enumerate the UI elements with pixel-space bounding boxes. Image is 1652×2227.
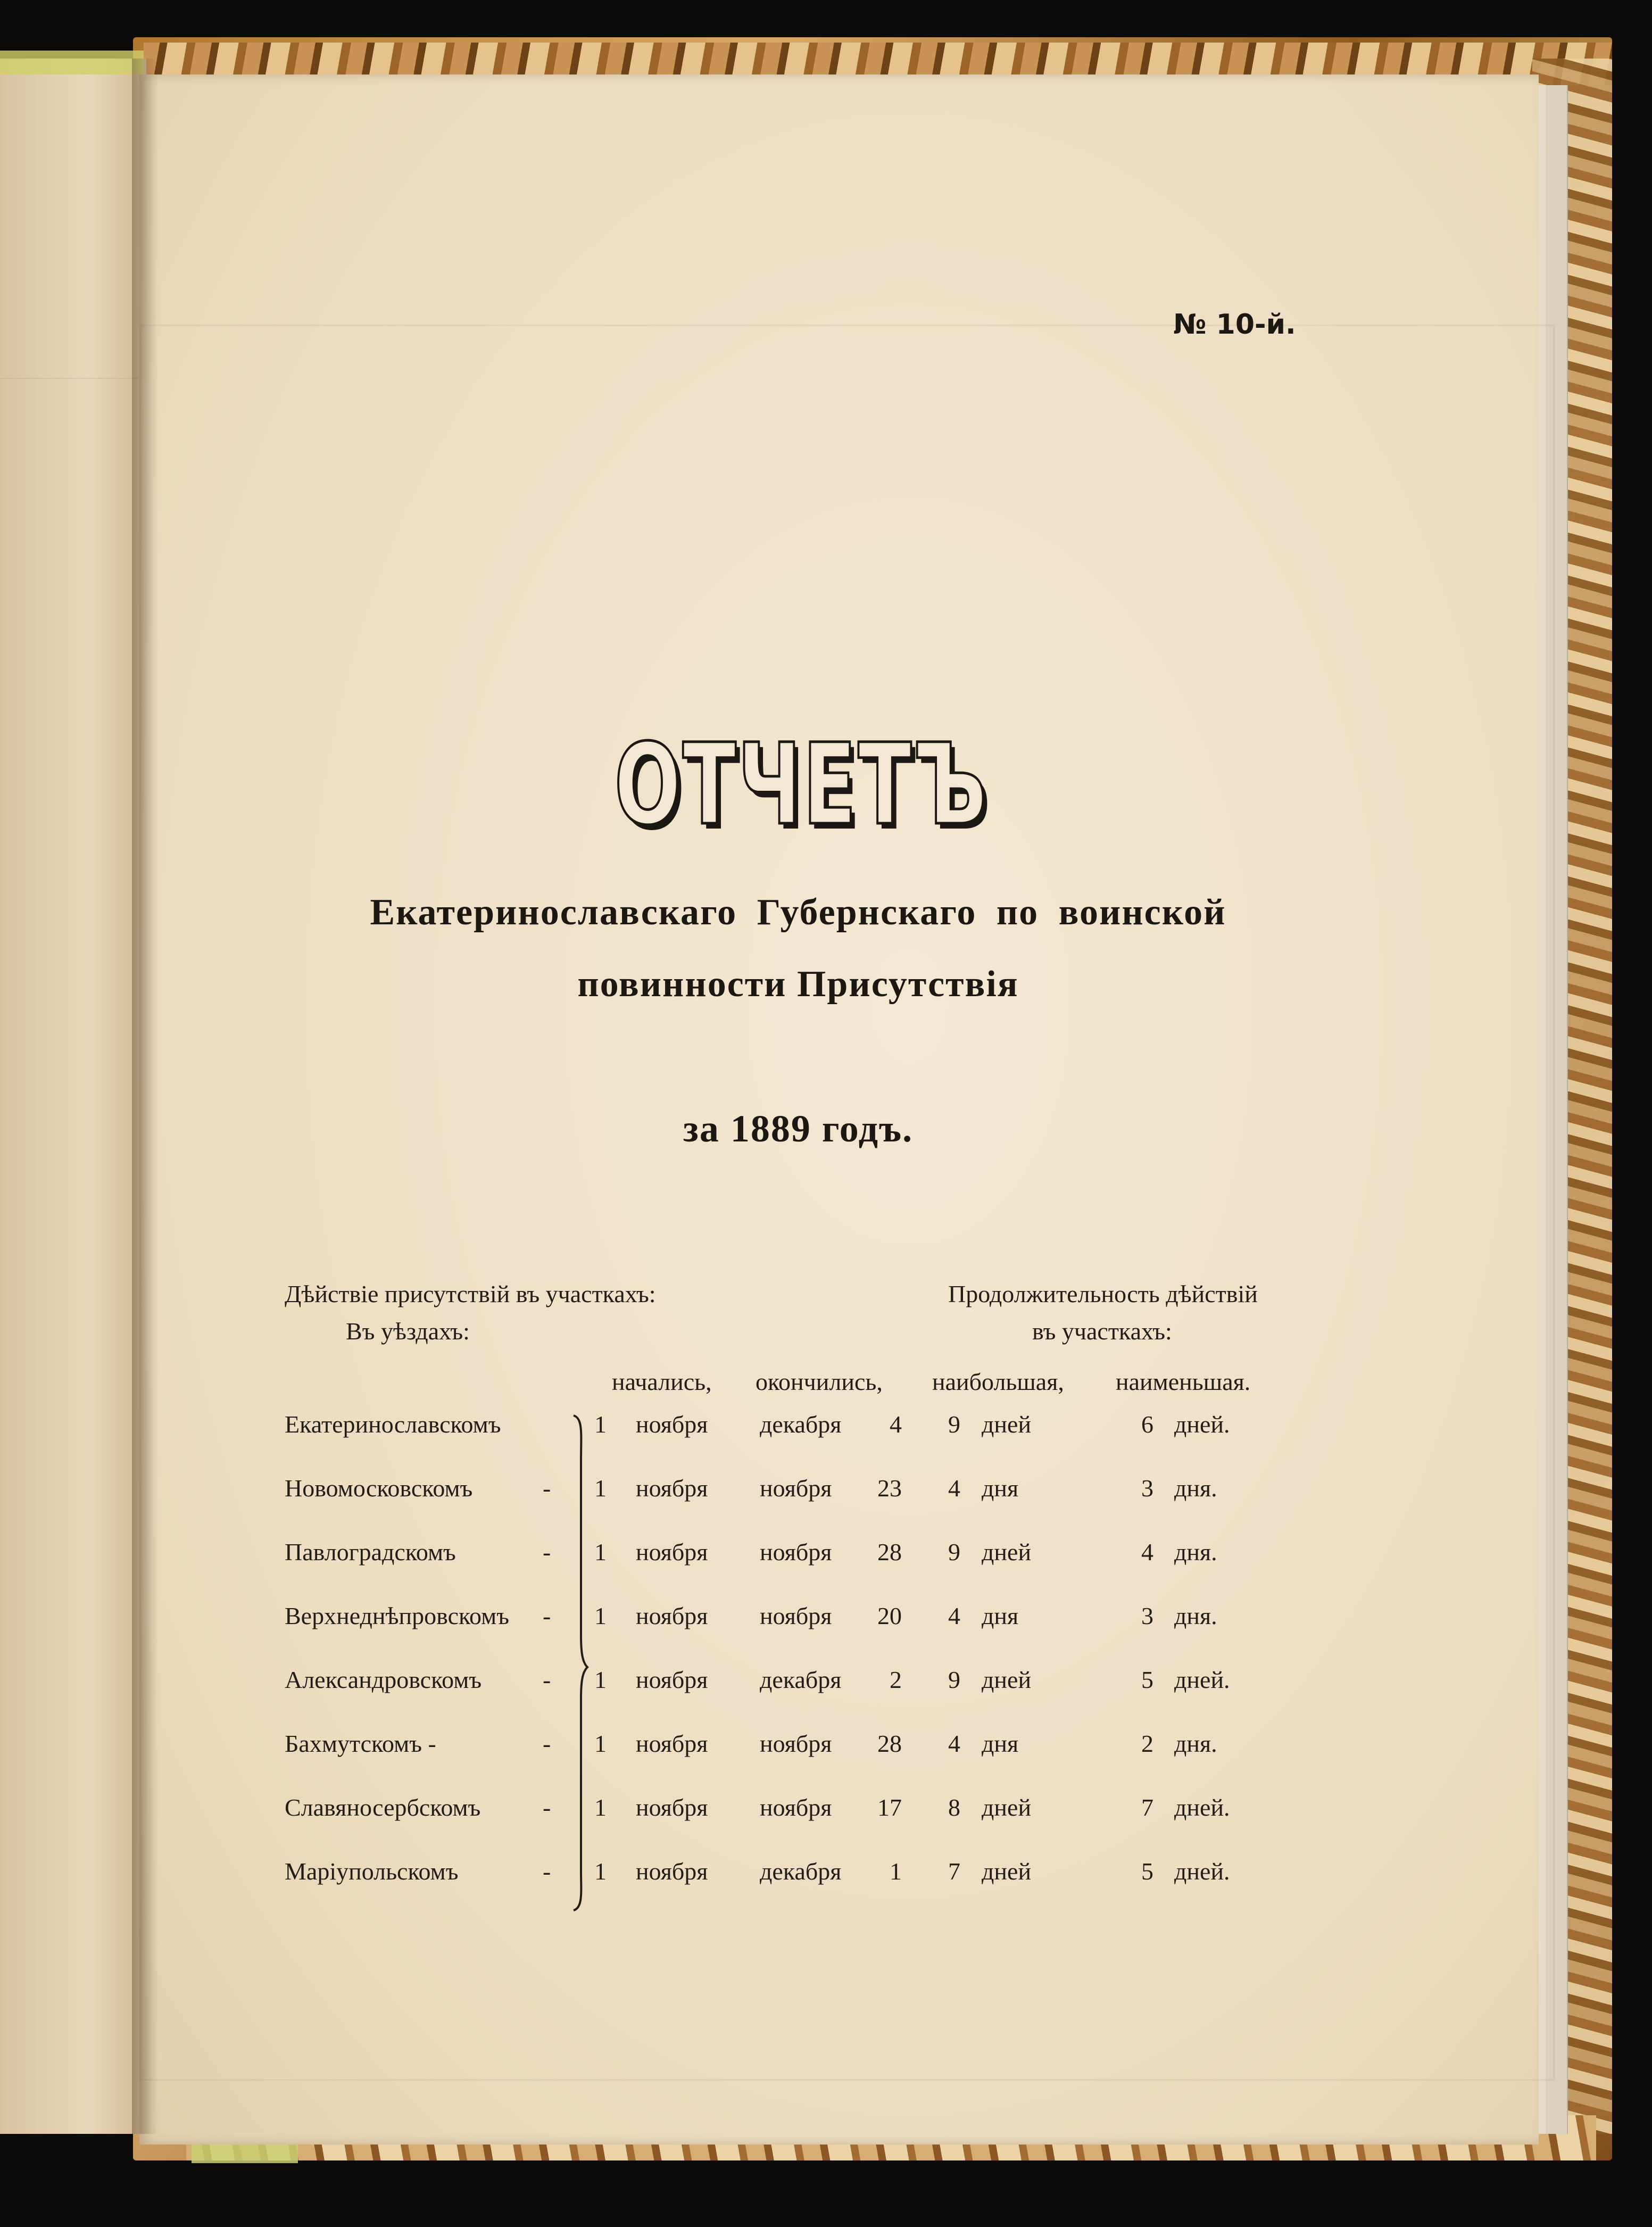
min-duration-number: 3: [1141, 1602, 1153, 1629]
end-day: 28: [877, 1730, 902, 1757]
end-day: 23: [877, 1475, 902, 1502]
column-header: наибольшая,: [932, 1368, 1064, 1395]
start-month: ноября: [636, 1475, 708, 1502]
max-duration-number: 9: [948, 1411, 960, 1438]
table-right-subheading: въ участкахъ:: [1032, 1318, 1172, 1345]
min-duration-number: 5: [1141, 1858, 1153, 1885]
min-duration-unit: дней.: [1174, 1858, 1230, 1885]
end-day: 17: [877, 1794, 902, 1821]
table-left-subheading: Въ уѣздахъ:: [346, 1318, 470, 1345]
min-duration-unit: дня.: [1174, 1730, 1217, 1757]
leader-dash: -: [543, 1475, 551, 1502]
start-day: 1: [594, 1794, 607, 1821]
district-name: Александровскомъ: [285, 1666, 482, 1693]
end-month: декабря: [760, 1666, 842, 1693]
column-header: наименьшая.: [1116, 1368, 1251, 1395]
report-year: за 1889 годъ.: [683, 1107, 914, 1150]
min-duration-unit: дня.: [1174, 1602, 1217, 1629]
subtitle-line-1: Екатеринославскаго Губернскаго по воинской: [370, 892, 1226, 933]
max-duration-unit: дня: [982, 1602, 1019, 1629]
facing-page: [0, 59, 146, 2134]
end-day: 20: [877, 1602, 902, 1629]
leader-dash: -: [543, 1602, 551, 1629]
end-month: ноября: [760, 1730, 832, 1757]
end-day: 4: [890, 1411, 902, 1438]
start-month: ноября: [636, 1666, 708, 1693]
max-duration-number: 4: [948, 1602, 960, 1629]
table-right-heading: Продолжительность дѣйствій: [948, 1280, 1258, 1307]
issue-number: № 10-й.: [1173, 309, 1296, 341]
leader-dash: -: [543, 1858, 551, 1885]
district-name: Бахмутскомъ -: [285, 1730, 436, 1757]
end-month: декабря: [760, 1858, 842, 1885]
min-duration-unit: дней.: [1174, 1794, 1230, 1821]
min-duration-number: 2: [1141, 1730, 1153, 1757]
start-month: ноября: [636, 1602, 708, 1629]
max-duration-number: 9: [948, 1666, 960, 1693]
start-day: 1: [594, 1730, 607, 1757]
max-duration-number: 4: [948, 1730, 960, 1757]
end-day: 2: [890, 1666, 902, 1693]
min-duration-number: 4: [1141, 1538, 1153, 1566]
leader-dash: -: [543, 1538, 551, 1566]
min-duration-unit: дня.: [1174, 1538, 1217, 1566]
min-duration-number: 5: [1141, 1666, 1153, 1693]
subtitle-line-2: повинности Присутствія: [577, 964, 1019, 1005]
max-duration-unit: дней: [982, 1666, 1032, 1693]
max-duration-unit: дня: [982, 1730, 1019, 1757]
start-day: 1: [594, 1602, 607, 1629]
district-name: Новомосковскомъ: [285, 1475, 473, 1502]
max-duration-unit: дня: [982, 1475, 1019, 1502]
min-duration-unit: дня.: [1174, 1475, 1217, 1502]
max-duration-unit: дней: [982, 1858, 1032, 1885]
spine-shadow: [132, 59, 159, 2134]
table-left-heading: Дѣйствіе присутствій въ участкахъ:: [285, 1280, 656, 1307]
end-month: ноября: [760, 1602, 832, 1629]
min-duration-number: 6: [1141, 1411, 1153, 1438]
district-name: Славяносербскомъ: [285, 1794, 481, 1821]
column-header: окончились,: [756, 1368, 883, 1395]
end-day: 28: [877, 1538, 902, 1566]
max-duration-number: 9: [948, 1538, 960, 1566]
leader-dash: -: [543, 1730, 551, 1757]
max-duration-number: 8: [948, 1794, 960, 1821]
max-duration-number: 4: [948, 1475, 960, 1502]
start-month: ноября: [636, 1794, 708, 1821]
start-day: 1: [594, 1475, 607, 1502]
min-duration-number: 7: [1141, 1794, 1153, 1821]
min-duration-unit: дней.: [1174, 1666, 1230, 1693]
column-header: начались,: [612, 1368, 712, 1395]
max-duration-unit: дней: [982, 1411, 1032, 1438]
start-month: ноября: [636, 1858, 708, 1885]
leader-dash: -: [543, 1794, 551, 1821]
end-month: декабря: [760, 1411, 842, 1438]
min-duration-unit: дней.: [1174, 1411, 1230, 1438]
start-day: 1: [594, 1666, 607, 1693]
district-name: Екатеринославскомъ: [285, 1411, 501, 1438]
end-month: ноября: [760, 1538, 832, 1566]
start-day: 1: [594, 1411, 607, 1438]
bleed-line: [0, 378, 138, 379]
max-duration-unit: дней: [982, 1794, 1032, 1821]
max-duration-number: 7: [948, 1858, 960, 1885]
end-day: 1: [890, 1858, 902, 1885]
leader-dash: -: [543, 1666, 551, 1693]
min-duration-number: 3: [1141, 1475, 1153, 1502]
district-name: Павлоградскомъ: [285, 1538, 456, 1566]
page-title: ОТЧЕТЪ: [614, 719, 989, 850]
district-name: Верхнеднѣпровскомъ: [285, 1602, 510, 1629]
start-month: ноября: [636, 1538, 708, 1566]
start-day: 1: [594, 1538, 607, 1566]
end-month: ноября: [760, 1475, 832, 1502]
start-month: ноября: [636, 1730, 708, 1757]
start-month: ноября: [636, 1411, 708, 1438]
max-duration-unit: дней: [982, 1538, 1032, 1566]
district-name: Маріупольскомъ: [285, 1858, 459, 1885]
end-month: ноября: [760, 1794, 832, 1821]
binding-strip: [0, 51, 144, 74]
start-day: 1: [594, 1858, 607, 1885]
